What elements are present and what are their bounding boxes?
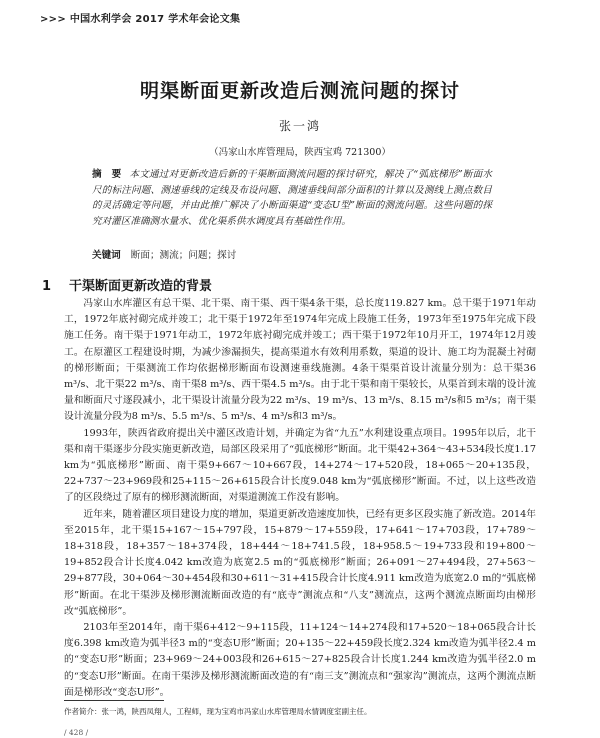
keywords-text: 断面；测流；问题；探讨 [130, 250, 237, 261]
paragraph: 2103年至2014年，南干渠6+412～9+115段，11+124～14+274段和17+520～18+065段合计长度6.398 km改造为弧半径3 m的“变态U形”断面；20+135～22+459段长度2.324 km改造为弧半径2.4 m的“变态U形”断面；23+969～24+003段和26+615～27+825段合计长度1.244 km改造为弧半径2.0 m的“变态U形”断面。在南干渠涉及梯形测流断面改造的有“南三支”测流点和“强家沟”测流点，这两个测流点断面是梯形改“变态U形”。 [64, 622, 536, 698]
section-heading [42, 275, 212, 294]
paragraph: 近年来，随着灌区项目建设力度的增加，渠道更新改造速度加快，已经有更多区段实施了新改造。2014年至2015年，北干渠15+167～15+797段，15+879～17+559段，17+641～17+703段，17+789～18+318段，18+357～18+374段，18+444～18+741.5段，18+958.5～19+733段和19+800～19+852段合计长度4.042 km改造为底宽2.5 m的“弧底梯形”断面；26+091～27+494段，27+563～29+877段，30+064～30+454段和30+611～31+415段合计长度4.911 km改造为底宽2.0 m的“弧底梯形”断面。在北干渠涉及梯形测流断面改造的有“底寺”测流点和“八支”测流点，这两个测流点断面均由梯形改“弧底梯形”。 [64, 508, 536, 617]
section-body [64, 296, 536, 701]
abstract-label: 摘 要 [92, 169, 122, 180]
keywords-label: 关键词 [92, 250, 121, 261]
paragraph: 冯家山水库灌区有总干渠、北干渠、南干渠、西干渠4条干渠，总长度119.827 km。总干渠于1971年动工，1972年底衬砌完成并竣工；北干渠于1972年至1974年完成上段施工任务，1973年至1975年完成下段施工任务。南干渠于1971年动工，1972年底衬砌完成并竣工；西干渠于1972年10月开工，1974年12月竣工。在原灌区工程建设时期，为减少渗漏损失，提高渠道水有效利用系数，渠道的设计、施工均为混凝土衬砌的梯形断面；干渠测流工作均依据梯形断面布设测速垂线施测。4条干渠渠首设计流量分别为：总干渠36 m³/s、北干渠22 m³/s、南干渠8 m³/s、西干渠4.5 m³/s。由于北干渠和南干渠较长，从渠首到末端的设计流量和断面尺寸逐段减小，北干渠设计流量分段为22 m³/s、19 m³/s、13 m³/s、8.15 m³/s和5 m³/s；南干渠设计流量分段为8 m³/s、5.5 m³/s、5 m³/s、4 m³/s和3 m³/s。 [64, 298, 536, 423]
author-name: 张一鸿 [278, 119, 321, 133]
paper-title: 明渠断面更新改造后测流问题的探讨 [139, 80, 460, 102]
page-number: / 428 / [64, 728, 89, 737]
author-affiliation: （冯家山水库管理局，陕西宝鸡 721300） [209, 147, 391, 158]
paragraph: 1993年，陕西省政府提出关中灌区改造计划，并确定为省“九五”水利建设重点项目。1995年以后，北干渠和南干渠逐步分段实施更新改造，局部区段采用了“弧底梯形”断面。北干渠42+364～43+534段长度1.17 km为“弧底梯形”断面、南干渠9+667～10+667段，14+274～17+520段，18+065～20+135段，22+737～23+969段和25+115～26+615段合计长度9.048 km为“弧底梯形”断面。不过，以上这些改造了的区段绕过了原有的梯形测流断面，对渠道测流工作没有影响。 [64, 427, 536, 504]
footnote-author-bio: 作者简介：张一鸿，陕西凤翔人，工程师，现为宝鸡市冯家山水库管理局水情调度室副主任。 [64, 707, 372, 716]
abstract-text: 本文通过对更新改造后新的干渠断面测流问题的探讨研究，解决了“弧底梯形”断面水尺的标注问题、测速垂线的定线及布设问题、测速垂线间部分面积的计算以及测线上测点数目的灵活确定等问题，并由此推广解决了小断面渠道“变态U型”断面的测流问题。这些问题的探究对灌区准确测水量水、优化渠系供水调度具有基础性作用。 [92, 169, 493, 227]
footnote-divider [64, 700, 164, 701]
running-head: >>> 中国水利学会 2017 学术年会论文集 [40, 14, 241, 25]
abstract [92, 167, 492, 229]
section-title: 干渠断面更新改造的背景 [69, 279, 213, 294]
section-number: 1 [42, 279, 52, 294]
keywords [92, 247, 236, 261]
